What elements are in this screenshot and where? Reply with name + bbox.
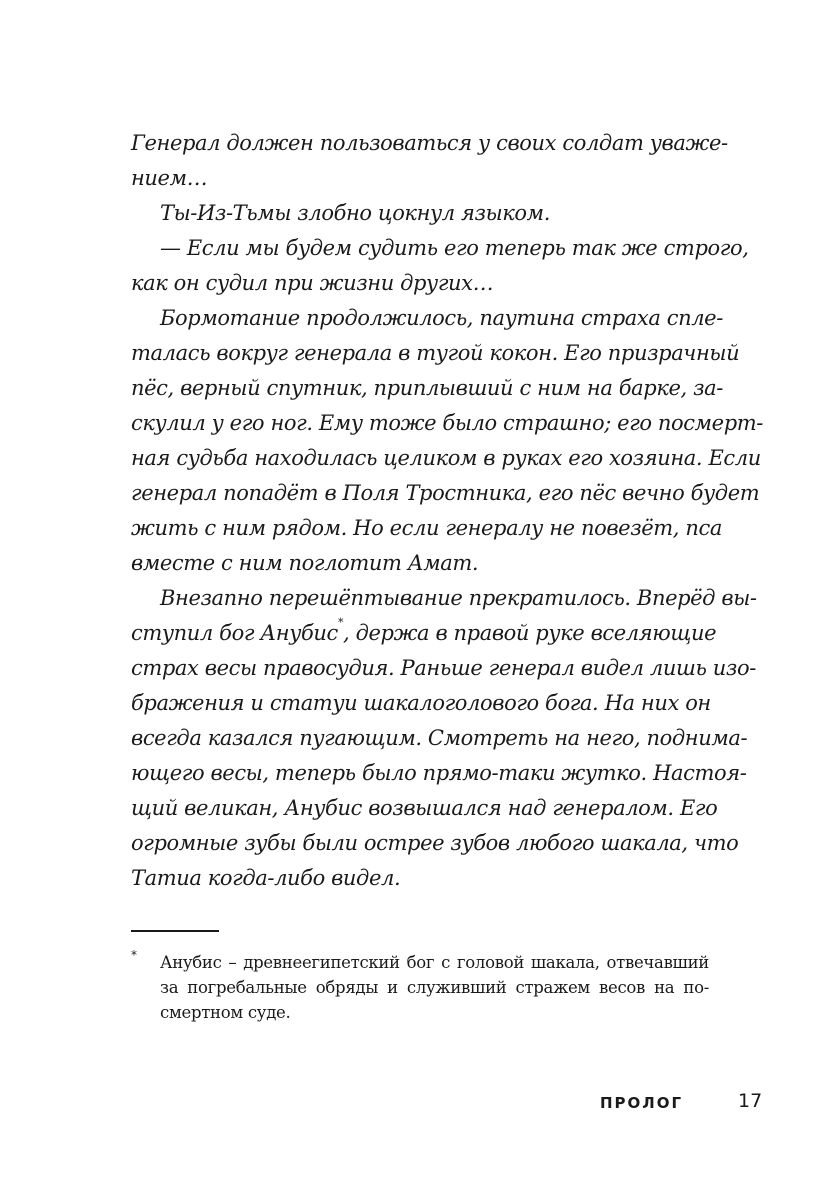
text-line: щий великан, Анубис возвышался над генералом. Его <box>131 796 718 820</box>
text-line-with-footnote <box>131 616 717 650</box>
text-line: Бормотание продолжилось, паутина страха спле- <box>160 306 723 330</box>
text-line: генерал попадёт в Поля Тростника, его пёс вечно будет <box>131 481 760 505</box>
text-line: вместе с ним поглотит Амат. <box>131 551 479 575</box>
text-line: жить с ним рядом. Но если генералу не повезёт, пса <box>131 516 722 540</box>
text-line: Татиа когда-либо видел. <box>131 866 401 890</box>
text-line: огромные зубы были острее зубов любого шакала, что <box>131 831 739 855</box>
footnote-line: Анубис – древнеегипетский бог с головой шакала, отвечавший <box>160 953 709 972</box>
text-line: Ты-Из-Тьмы злобно цокнул языком. <box>160 201 550 225</box>
text-line: ющего весы, теперь было прямо-таки жутко. Настоя- <box>131 761 747 785</box>
footnote-marker: * <box>131 948 137 962</box>
text-line: талась вокруг генерала в тугой кокон. Его призрачный <box>131 341 740 365</box>
text-line: — Если мы будем судить его теперь так же строго, <box>160 236 749 260</box>
text-line: как он судил при жизни других… <box>131 271 494 295</box>
text-line: страх весы правосудия. Раньше генерал видел лишь изо- <box>131 656 756 680</box>
text-fragment: , держа в правой руке вселяющие <box>343 621 717 645</box>
text-line: Внезапно перешёптывание прекратилось. Вперёд вы- <box>160 586 757 610</box>
footnote-line: за погребальные обряды и служивший стражем весов на по- <box>160 978 709 997</box>
text-line: бражения и статуи шакалоголового бога. На них он <box>131 691 711 715</box>
text-line: всегда казался пугающим. Смотреть на него, поднима- <box>131 726 748 750</box>
text-line: скулил у его ног. Ему тоже было страшно; его посмерт- <box>131 411 763 435</box>
running-head: ПРОЛОГ <box>600 1094 684 1112</box>
page-number: 17 <box>738 1090 763 1112</box>
text-line: пёс, верный спутник, приплывший с ним на барке, за- <box>131 376 723 400</box>
text-line: нием… <box>131 166 208 190</box>
text-fragment: ступил бог Анубис <box>131 621 338 645</box>
footnote-divider <box>131 930 219 932</box>
text-line: ная судьба находилась целиком в руках его хозяина. Если <box>131 446 761 470</box>
footnote-reference: * <box>337 616 344 629</box>
text-line: Генерал должен пользоваться у своих солдат уваже- <box>131 131 728 155</box>
footnote-line: смертном суде. <box>160 1003 291 1022</box>
